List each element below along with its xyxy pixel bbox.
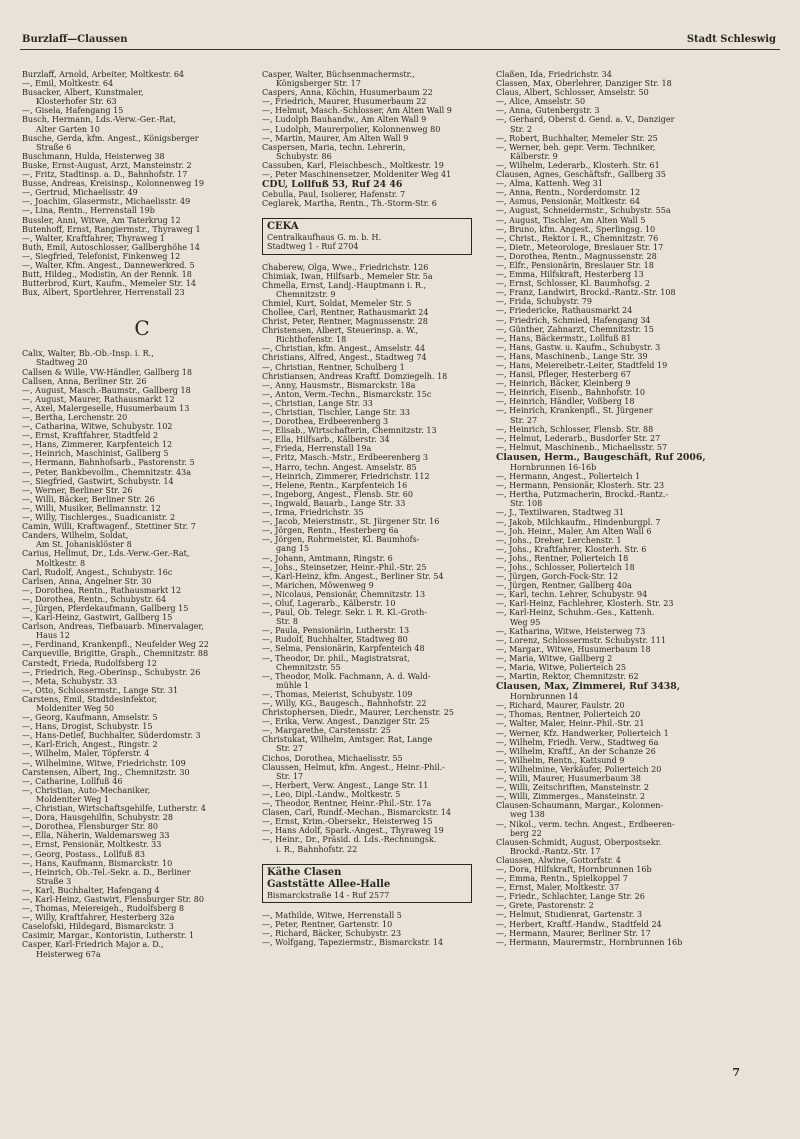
directory-entry: —, Theodor, Dr. phil., Magistratsrat, xyxy=(262,653,410,663)
directory-entry: —, Anny, Hausmstr., Bismarckstr. 18a xyxy=(262,380,416,390)
directory-entry: Calix, Walter, Bb.-Ob.-Insp. i. R., xyxy=(22,349,154,359)
advert-line: Bismarckstraße 14 - Ruf 2577 xyxy=(267,890,390,900)
directory-entry: —, Wilhelmine, Witwe, Friedrichstr. 109 xyxy=(22,758,186,768)
directory-entry: —, Wilhelm, Maler, Töpferstr. 4 xyxy=(22,749,150,759)
directory-entry: Cichos, Dorothea, Michaelisstr. 55 xyxy=(262,753,403,763)
directory-entry: —, Karl, techn. Lehrer, Schubystr. 94 xyxy=(496,590,648,600)
directory-entry: —, Herbert, Verw. Angest., Lange Str. 11 xyxy=(262,780,429,790)
directory-entry: —, Gisela, Hafengang 15 xyxy=(22,106,124,116)
directory-entry: —, Werner, beh. gepr. Verm. Techniker, xyxy=(496,142,656,152)
directory-entry: —, Dorothea, Rentn., Magnussenstr. 28 xyxy=(496,251,657,261)
directory-entry: —, Jacob, Meierstmstr., St. Jürgener Str. 16 xyxy=(262,517,440,527)
directory-entry: —, Wilhelm, Rentn., Kattsund 9 xyxy=(496,755,625,765)
directory-entry: —, Maria, Witwe, Polierteich 25 xyxy=(496,663,626,672)
directory-entry: Busche, Gerda, kfm. Angest., Königsberger xyxy=(22,133,199,143)
directory-entry: —, Willi, Maurer, Husumerbaum 38 xyxy=(496,774,641,784)
directory-entry: Kälberstr. 9 xyxy=(510,151,558,161)
directory-entry: —, Emma, Rentn., Spielkoppel 7 xyxy=(496,874,628,884)
directory-entry: Caselofski, Hildegard, Bismarckstr. 3 xyxy=(22,922,174,932)
directory-entry: —, Frida, Schubystr. 79 xyxy=(496,297,592,307)
directory-entry: —, Thomas, Meierist, Schubystr. 109 xyxy=(262,689,413,699)
directory-entry: —, Heinrich, Maschinist, Gallberg 5 xyxy=(22,449,169,459)
directory-entry: —, Hermann, Bahnhofsarb., Pastorenstr. 5 xyxy=(22,458,195,468)
directory-entry: Str. 27 xyxy=(276,744,304,754)
directory-entry: —, Irma, Friedrichstr. 35 xyxy=(262,508,364,518)
directory-entry: —, Jürgen, Gorch-Fock-Str. 12 xyxy=(496,572,619,582)
directory-entry: —, Heinrich, Krankenpfl., St. Jürgener xyxy=(496,406,653,416)
directory-entry: —, Hans, Bäckermstr., Lollfuß 81 xyxy=(496,333,632,343)
directory-entry: —, Karl-Erich, Angest., Ringstr. 2 xyxy=(22,740,158,750)
directory-entry: —, Jürgen, Rentner, Gallberg 40a xyxy=(496,581,632,591)
directory-entry: —, Bertha, Lerchenstr. 20 xyxy=(22,413,128,422)
directory-entry: Casper, Karl-Friedrich Major a. D., xyxy=(22,940,164,950)
directory-entry: —, Karl-Heinz, Gastwirt, Gallberg 15 xyxy=(22,613,173,623)
directory-entry: Alter Garten 10 xyxy=(36,124,100,134)
directory-entry: —, Hermann, Pensionär, Klosterh. Str. 23 xyxy=(496,481,665,491)
directory-entry: Moldeniter Weg 1 xyxy=(36,794,109,804)
directory-entry: —, Ernst, Krim.-Obersekr., Heisterweg 15 xyxy=(262,817,433,827)
directory-entry: —, Anton, Verm.-Techn., Bismarckstr. 15c xyxy=(262,389,432,399)
directory-entry: mühle 1 xyxy=(276,680,310,690)
directory-entry: Butenhoff, Ernst, Rangiermstr., Thyraweg 1 xyxy=(22,224,201,234)
directory-entry: —, Heinrich, Bäcker, Kleinberg 9 xyxy=(496,379,631,389)
directory-entry: —, Ernst, Pensionär, Moltkestr. 33 xyxy=(22,840,162,850)
directory-entry: —, Fritz, Masch.-Mstr., Erdbeerenberg 3 xyxy=(262,453,429,463)
directory-entry: —, Katharina, Witwe, Heisterweg 73 xyxy=(496,626,646,636)
advert-box xyxy=(262,864,472,903)
directory-entry: —, Helmut, Lederarb., Busdorfer Str. 27 xyxy=(496,433,661,443)
directory-entry: —, Theodor, Molk. Fachmann, A. d. Wald- xyxy=(262,671,431,681)
directory-entry: —, Dora, Hilfskraft, Hornbrunnen 16b xyxy=(496,864,652,874)
directory-entry: —, Friedr., Schlachter, Lange Str. 26 xyxy=(496,892,645,902)
directory-entry: —, Christian, kfm. Angest., Amselstr. 44 xyxy=(262,344,426,354)
directory-entry: —, Hansi, Pfleger, Hesterberg 67 xyxy=(496,370,631,380)
directory-entry: Bux, Albert, Sportlehrer, Herrenstall 23 xyxy=(22,288,185,298)
directory-entry: —, Elfr., Pensionärin, Breslauer Str. 18 xyxy=(496,260,654,270)
directory-entry: —, Meta, Schubystr. 33 xyxy=(22,676,118,686)
directory-entry: Chmiel, Kurt, Soldat, Memeler Str. 5 xyxy=(262,298,412,308)
advert-title: Käthe Clasen xyxy=(267,866,342,878)
advert-title: CEKA xyxy=(267,221,299,233)
directory-entry: gang 15 xyxy=(276,544,310,554)
directory-entry: —, Georg, Postass., Lollfuß 83 xyxy=(22,849,146,859)
page-number: 7 xyxy=(732,1066,740,1079)
directory-entry: —, Richard, Bäcker, Schubystr. 23 xyxy=(262,928,402,938)
directory-entry: —, Willy, Kraftfahrer, Hesterberg 32a xyxy=(22,913,175,923)
directory-entry: —, Martin, Rektor, Chemnitzstr. 62 xyxy=(496,672,639,682)
directory-entry: Cassuben, Karl, Fleischbesch., Moltkestr. 19 xyxy=(262,160,444,170)
directory-entry: Cebulla, Paul, Isolierer, Hafenstr. 7 xyxy=(262,190,406,200)
directory-entry: —, J., Textilwaren, Stadtweg 31 xyxy=(496,508,624,518)
entry-list xyxy=(262,911,494,947)
directory-entry: Busse, Andreas, Kreisinsp., Kolonnenweg 19 xyxy=(22,179,205,189)
directory-entry: —, Margar., Witwe, Husumerbaum 18 xyxy=(496,644,651,654)
directory-entry: Weg 95 xyxy=(510,617,541,627)
directory-entry: —, Jakob, Milchkaufm., Hindenburgpl. 7 xyxy=(496,517,661,527)
directory-entry: —, Fritz, Stadtinsp. a. D., Bahnhofstr. 17 xyxy=(22,170,188,180)
column-3 xyxy=(496,70,784,947)
directory-entry: —, Lorenz, Schlossermstr. Schubystr. 111 xyxy=(496,635,666,645)
directory-entry: —, Friedericke, Rathausmarkt 24 xyxy=(496,306,633,316)
directory-entry: berg 22 xyxy=(510,828,542,838)
directory-entry: —, Emma, Hilfskraft, Hesterberg 13 xyxy=(496,270,644,280)
directory-entry: Chollee, Carl, Rentner, Rathausmarkt 24 xyxy=(262,307,429,317)
directory-entry: —, Ludolph Bauhandw., Am Alten Wall 9 xyxy=(262,115,427,125)
directory-entry: Clasen, Carl, Rundf.-Mechan., Bismarckstr. 14 xyxy=(262,808,452,818)
directory-entry: —, Wilhelm, Lederarb., Klosterh. Str. 61 xyxy=(496,160,660,170)
directory-entry: Butt, Hildeg., Modistin, An der Rennk. 18 xyxy=(22,270,192,280)
directory-entry: —, Franz, Landwirt, Brockd.-Rantz.-Str. 108 xyxy=(496,288,676,298)
directory-entry: Chaberew, Olga, Wwe., Friedrichstr. 126 xyxy=(262,262,429,272)
directory-entry: Carstens, Emil, Stadtdesinfektor, xyxy=(22,694,158,704)
directory-entry: —, Marichen, Möwenweg 9 xyxy=(262,580,374,590)
directory-entry: —, Willi, Musiker, Bellmannstr. 12 xyxy=(22,503,161,513)
directory-entry: Christensen, Albert, Steuerinsp. a. W., xyxy=(262,326,419,336)
directory-entry: —, Heinrich, Zimmerer, Friedrichstr. 112 xyxy=(262,471,430,481)
directory-entry: —, Hermann, Maurer, Berliner Str. 17 xyxy=(496,928,651,938)
directory-entry: Christukat, Wilhelm, Amtsger. Rat, Lange xyxy=(262,735,433,745)
running-header-city: Stadt Schleswig xyxy=(686,34,776,45)
directory-entry: Claussen, Helmut, kfm. Angest., Heinr.-Phil.- xyxy=(262,762,445,772)
directory-entry: Chemnitzstr. 9 xyxy=(276,289,336,299)
directory-entry: —, Christian, Wirtschaftsgehilfe, Lutherstr. 4 xyxy=(22,804,206,814)
directory-entry: —, Hans, Maschinenb., Lange Str. 39 xyxy=(496,351,648,361)
directory-entry: —, August, Maurer, Rathausmarkt 12 xyxy=(22,394,175,404)
directory-entry: Moltkestr. 8 xyxy=(36,558,86,568)
directory-entry: —, Heinrich, Händler, Voßberg 18 xyxy=(496,397,635,407)
directory-entry: Straße 6 xyxy=(36,142,72,152)
directory-entry: Carstensen, Albert, Ing., Chemnitzstr. 30 xyxy=(22,767,190,777)
directory-entry: —, Selma, Pensionärin, Karpfenteich 48 xyxy=(262,644,425,654)
directory-entry: —, Martin, Maurer, Am Alten Wall 9 xyxy=(262,133,409,143)
directory-entry: —, Hans-Detlef, Buchhalter, Süderdomstr. 3 xyxy=(22,731,201,741)
directory-entry: —, Lina, Rentn., Herrenstall 19b xyxy=(22,206,155,216)
directory-entry: Str. 108 xyxy=(510,499,543,509)
directory-entry: —, Karl-Heinz, Schuhm.-Ges., Kattenh. xyxy=(496,608,655,618)
directory-entry: —, Emil, Moltkestr. 64 xyxy=(22,79,114,89)
directory-entry: —, Christian, Tischler, Lange Str. 33 xyxy=(262,408,410,417)
directory-entry: —, Johann, Amtmann, Ringstr. 6 xyxy=(262,553,393,563)
advert-subtitle: Gaststätte Allee-Halle xyxy=(267,878,391,890)
directory-entry: Claus, Albert, Schlosser, Amselstr. 50 xyxy=(496,88,649,98)
directory-entry: —, Joachim, Glasermstr., Michaelisstr. 49 xyxy=(22,197,191,207)
directory-entry: Casper, Walter, Büchsenmachermstr., xyxy=(262,70,415,79)
directory-entry: —, Jörgen, Rentn., Hesterberg 6a xyxy=(262,526,399,536)
directory-entry: —, Wilhelm, Kraftf., An der Schanze 26 xyxy=(496,746,656,756)
entry-list xyxy=(496,70,784,452)
directory-entry: —, Hans, Meiereibetr.-Leiter, Stadtfeld 19 xyxy=(496,361,668,370)
directory-entry: Straße 3 xyxy=(36,876,72,886)
directory-entry: —, August, Schneidermstr., Schubystr. 55a xyxy=(496,206,671,216)
directory-entry: —, Friedrich, Schmied, Hafengang 34 xyxy=(496,315,651,325)
directory-entry: Clausen, Agnes, Geschäftsfr., Gallberg 35 xyxy=(496,170,666,180)
directory-entry: —, Wilhelmine, Verkäufer, Polierteich 20 xyxy=(496,764,662,774)
directory-entry: —, Werner, Berliner Str. 26 xyxy=(22,485,133,495)
directory-entry: Busch, Hermann, Lds.-Verw.-Ger.-Rat, xyxy=(22,115,177,125)
directory-entry: —, Mathilde, Witwe, Herrenstall 5 xyxy=(262,910,402,920)
directory-entry: —, Ernst, Schlosser, Kl. Baumhofsg. 2 xyxy=(496,279,651,289)
directory-entry: —, Grete, Pastorenstr. 2 xyxy=(496,901,594,911)
advert-box xyxy=(262,218,472,254)
directory-entry: —, Anna, Rentn., Norderdomstr. 12 xyxy=(496,188,641,198)
directory-entry: —, Günther, Zahnarzt, Chemnitzstr. 15 xyxy=(496,324,654,334)
directory-entry: —, Christian, Rentner, Schulberg 1 xyxy=(262,362,405,372)
directory-entry: —, Dorothea, Rentn., Rathausmarkt 12 xyxy=(22,585,182,595)
directory-entry: —, Oluf, Lagerarb., Kälberstr. 10 xyxy=(262,598,396,608)
directory-entry: —, Catharine, Lollfuß 46 xyxy=(22,776,123,786)
directory-entry: —, Anna, Gutenbergstr. 3 xyxy=(496,106,600,116)
directory-entry: Busacker, Albert, Kunstmaler, xyxy=(22,88,144,98)
directory-entry: —, Peter, Rentner, Gartenstr. 10 xyxy=(262,919,393,929)
directory-entry: —, Nicolaus, Pensionär, Chemnitzstr. 13 xyxy=(262,589,426,599)
directory-entry: —, Wolfgang, Tapeziermstr., Bismarckstr. 14 xyxy=(262,937,444,947)
directory-entry: —, Willy, KG., Baugesch., Bahnhofstr. 22 xyxy=(262,699,427,708)
directory-entry: —, Friedrich, Maurer, Husumerbaum 22 xyxy=(262,97,427,107)
directory-entry: —, Leo, Dipl.-Landw., Moltkestr. 5 xyxy=(262,789,401,799)
directory-entry: —, Ella, Hilfsarb., Kälberstr. 34 xyxy=(262,435,390,445)
directory-entry: —, Johs., Steinsetzer, Heinr.-Phil.-Str. 25 xyxy=(262,562,427,572)
directory-entry: Buske, Ernst-August, Arzt, Mansteinstr. 2 xyxy=(22,160,192,170)
entry-list xyxy=(262,263,494,854)
directory-entry: i. R., Bahnhofstr. 22 xyxy=(276,844,358,854)
directory-entry: —, Nikol., verm. techn. Angest., Erdbeeren- xyxy=(496,819,675,829)
bold-entry: Clausen, Herm., Baugeschäft, Ruf 2006, xyxy=(496,451,706,463)
directory-entry: —, Ernst, Kraftfahrer, Stadtfeld 2 xyxy=(22,431,159,441)
directory-entry: Christophersen, Diedr., Maurer, Lerchenstr. 25 xyxy=(262,708,454,718)
directory-entry: —, Herbert, Kraftf.-Handw., Stadtfeld 24 xyxy=(496,919,662,929)
directory-entry: —, Johs., Schlosser, Polierteich 18 xyxy=(496,562,635,572)
directory-entry: Christ, Peter, Rentner, Magnussenstr. 28 xyxy=(262,317,428,327)
directory-entry: —, Peter Maschinensetzer, Moldeniter Weg 41 xyxy=(262,170,452,180)
directory-entry: Clausen-Schmidt, August, Oberpostsekr. xyxy=(496,837,662,847)
directory-entry: —, Karl-Heinz, Gastwirt, Flensburger Str. 80 xyxy=(22,894,205,904)
directory-entry: Buth, Emil, Autoschlosser, Gallberghöhe 14 xyxy=(22,242,200,252)
directory-entry: —, Heinrich, Schlosser, Flensb. Str. 88 xyxy=(496,424,654,434)
entry-list xyxy=(262,190,494,208)
directory-entry: Camin, Willi, Kraftwagenf., Stettiner Str. 7 xyxy=(22,522,196,532)
directory-entry: —, Axel, Malergeselle, Husumerbaum 13 xyxy=(22,403,190,413)
directory-entry: —, Werner, Kfz. Handwerker, Polierteich 1 xyxy=(496,728,669,738)
directory-entry: —, Karl, Buchhalter, Hafengang 4 xyxy=(22,885,160,895)
directory-entry: —, Paul, Ob. Telegr. Sekr. i. R. Kl.-Groth- xyxy=(262,608,428,618)
directory-entry: Str. 2 xyxy=(510,124,532,134)
directory-entry: —, Jürgen, Pferdekaufmann, Gallberg 15 xyxy=(22,603,189,613)
directory-entry: Carstedt, Frieda, Rudolfsberg 12 xyxy=(22,658,157,668)
directory-entry: Hornbrunnen 16-16b xyxy=(510,462,597,472)
directory-entry: —, Willi, Zeitschriften, Mansteinstr. 2 xyxy=(496,783,650,793)
directory-entry: —, Gerhard, Oberst d. Gend. a. V., Danziger xyxy=(496,115,675,125)
directory-entry: —, Paula, Pensionärin, Lutherstr. 13 xyxy=(262,626,410,636)
directory-entry: Klosterhofer Str. 63 xyxy=(36,97,117,107)
directory-entry: —, Willy, Tischlerges., Suadicanistr. 2 xyxy=(22,513,176,523)
directory-entry: —, Robert, Buchhalter, Memeler Str. 25 xyxy=(496,133,658,143)
directory-entry: —, Hermann, Angest., Polierteich 1 xyxy=(496,472,641,482)
directory-entry: Str. 17 xyxy=(276,771,304,781)
directory-entry: Richthofenstr. 18 xyxy=(276,335,347,345)
directory-entry: Callsen & Wille, VW-Händler, Gallberg 18 xyxy=(22,367,193,377)
directory-entry: Claßen, Ida, Friedrichstr. 34 xyxy=(496,70,612,79)
column-1 xyxy=(22,70,262,959)
directory-entry: —, Erika, Verw. Angest., Danziger Str. 25 xyxy=(262,717,430,727)
directory-entry: Brockd.-Rantz.-Str. 17 xyxy=(510,846,601,856)
directory-entry: —, Richard, Maurer, Faulstr. 20 xyxy=(496,701,625,711)
directory-entry: Canders, Wilhelm, Soldat, xyxy=(22,531,129,541)
entry-list xyxy=(22,70,262,297)
header-rule xyxy=(20,49,780,50)
column-2 xyxy=(262,70,494,947)
directory-entry: Claussen, Alwine, Gottorfstr. 4 xyxy=(496,855,621,865)
directory-entry: —, Georg, Kaufmann, Amselstr. 5 xyxy=(22,713,158,723)
directory-entry: Bussler, Anni, Witwe, Am Taterkrug 12 xyxy=(22,215,181,225)
directory-entry: Christiansen, Andreas Kraftf. Domziegelh. 18 xyxy=(262,371,448,381)
directory-entry: —, Maria, Witwe, Gallberg 2 xyxy=(496,653,613,663)
bold-entry: CDU, Lollfuß 53, Ruf 24 46 xyxy=(262,179,403,191)
directory-entry: —, Johs., Kraftfahrer, Klosterh. Str. 6 xyxy=(496,544,647,554)
directory-entry: —, Alice, Amselstr. 50 xyxy=(496,97,586,107)
directory-entry: —, Ernst, Maler, Moltkestr. 37 xyxy=(496,883,620,893)
directory-entry: Carlsen, Anna, Angelner Str. 30 xyxy=(22,576,152,586)
directory-entry: —, Rudolf, Buchhalter, Stadtweg 80 xyxy=(262,635,408,645)
directory-entry: —, Hans, Gastw. u. Kaufm., Schubystr. 3 xyxy=(496,342,661,352)
directory-entry: —, Ingwald, Bauarb., Lange Str. 33 xyxy=(262,498,406,508)
directory-entry: Haus 12 xyxy=(36,631,70,641)
directory-entry: —, Peter, Bankbevollm., Chemnitzstr. 43a xyxy=(22,467,192,477)
directory-entry: Chemnitzstr. 55 xyxy=(276,662,341,672)
directory-entry: —, Asmus, Pensionär, Moltkestr. 64 xyxy=(496,197,640,207)
directory-entry: —, Heinr., Dr., Präsid. d. Lds.-Rechnungsk. xyxy=(262,835,437,845)
directory-entry: —, Walter, Kfm. Angest., Dannewerkred. 5 xyxy=(22,260,195,270)
directory-entry: —, Heinrich, Ob.-Tel.-Sekr. a. D., Berliner xyxy=(22,867,191,877)
directory-entry: —, Johs., Dreher, Lerchenstr. 1 xyxy=(496,535,622,545)
directory-entry: —, Willi, Bäcker, Berliner Str. 26 xyxy=(22,494,155,504)
directory-entry: —, Christian, Lange Str. 33 xyxy=(262,398,373,408)
directory-entry: —, Dora, Hausgehilfin, Schubystr. 28 xyxy=(22,813,174,823)
directory-entry: Carl, Rudolf, Angest., Schubystr. 16c xyxy=(22,567,173,577)
directory-entry: Str. 8 xyxy=(276,617,298,627)
directory-entry: —, Walter, Maler, Heinr.-Phil.-Str. 21 xyxy=(496,719,645,729)
directory-entry: —, Siegfried, Gastwirt, Schubystr. 14 xyxy=(22,476,174,486)
directory-entry: Carqueville, Brigitte, Graph., Chemnitzstr. 88 xyxy=(22,649,209,659)
directory-entry: —, August, Masch.-Baumstr., Gallberg 18 xyxy=(22,385,191,395)
directory-entry: —, Hertha, Putzmacherin, Brockd.-Rantz.- xyxy=(496,490,669,500)
directory-entry: Chmella, Ernst, Landj.-Hauptmann i. R., xyxy=(262,280,427,290)
directory-entry: —, Gertrud, Michaelisstr. 49 xyxy=(22,188,138,198)
directory-entry: —, Helmut, Maschinenb., Michaelisstr. 57 xyxy=(496,442,668,452)
directory-entry: —, Dietr., Meteorologe, Breslauer Str. 17 xyxy=(496,242,664,252)
directory-entry: weg 138 xyxy=(510,810,545,820)
directory-entry: —, August, Tischler, Am Alten Wall 5 xyxy=(496,215,646,225)
directory-entry: Moldeniter Weg 50 xyxy=(36,704,115,713)
directory-entry: —, Harro, techn. Angest. Amselstr. 85 xyxy=(262,462,417,472)
directory-entry: —, Ella, Näherin, Waldemarsweg 33 xyxy=(22,831,170,841)
bold-entry: Clausen, Max, Zimmerei, Ruf 3438, xyxy=(496,681,680,693)
directory-entry: Am St. Johanisklöster 8 xyxy=(36,540,132,550)
entry-list xyxy=(262,70,494,179)
directory-entry: —, Alma, Kattenh. Weg 31 xyxy=(496,179,603,189)
entry-list xyxy=(496,692,784,947)
advert-line: Stadtweg 1 - Ruf 2704 xyxy=(267,242,359,252)
directory-entry: Carlson, Andreas, Tiefbauarb. Minervalager, xyxy=(22,622,204,632)
directory-entry: Stadtweg 20 xyxy=(36,358,88,368)
directory-entry: Christians, Alfred, Angest., Stadtweg 74 xyxy=(262,353,427,363)
directory-entry: —, Elisab., Wirtschafterin, Chemnitzstr. 13 xyxy=(262,426,437,436)
running-header-range: Burzlaff—Claussen xyxy=(22,34,128,45)
directory-entry: —, Hans, Drogist, Schubystr. 15 xyxy=(22,722,153,732)
directory-entry: —, Margarethe, Carstensstr. 25 xyxy=(262,726,391,736)
directory-entry: —, Thomas, Rentner, Polierteich 20 xyxy=(496,710,641,720)
directory-entry: Chimiak, Iwan, Hilfsarb., Memeler Str. 5a xyxy=(262,271,433,281)
directory-entry: —, Catharina, Witwe, Schubystr. 102 xyxy=(22,422,173,432)
directory-entry: —, Christian, Auto-Mechaniker, xyxy=(22,785,151,795)
directory-entry: —, Walter, Kraftfahrer, Thyraweg 1 xyxy=(22,233,165,243)
advert-line: Centralkaufhaus G. m. b. H. xyxy=(267,233,382,243)
directory-entry: Heisterweg 67a xyxy=(36,949,101,959)
directory-entry: —, Heinrich, Eisenb., Bahnhofstr. 10 xyxy=(496,388,646,398)
directory-entry: —, Joh. Heinr., Maler, Am Alten Wall 6 xyxy=(496,526,652,536)
directory-entry: —, Helmut, Studienrat, Gartenstr. 3 xyxy=(496,910,643,920)
directory-entry: —, Bruno, kfm. Angest., Sperlingsg. 10 xyxy=(496,224,656,234)
directory-entry: —, Dorothea, Rentn., Schubystr. 64 xyxy=(22,594,167,604)
directory-entry: —, Johs., Rentner, Polierteich 18 xyxy=(496,553,629,563)
entry-list xyxy=(22,349,262,958)
directory-entry: —, Friedrich, Reg.-Oberinsp., Schubystr. 26 xyxy=(22,667,201,677)
directory-entry: —, Karl-Heinz, kfm. Angest., Berliner Str. 54 xyxy=(262,571,444,581)
directory-entry: —, Thomas, Meiereigeh., Rudolfsberg 8 xyxy=(22,904,185,914)
directory-entry: —, Christ., Rektor i. R., Chemnitzstr. 76 xyxy=(496,233,659,243)
section-letter: C xyxy=(134,316,150,341)
directory-entry: —, Helmut, Masch.-Schlosser, Am Alten Wall 9 xyxy=(262,106,452,116)
directory-entry: —, Hans, Zimmerer, Karpfenteich 12 xyxy=(22,440,173,450)
directory-entry: —, Jörgen, Rohrmeister, Kl. Baumhofs- xyxy=(262,535,420,545)
directory-entry: —, Dorothea, Flensburger Str. 80 xyxy=(22,822,159,832)
directory-entry: Casimir, Margar., Kontoristin, Lutherstr. 1 xyxy=(22,931,195,941)
directory-entry: —, Otto, Schlossermstr., Lange Str. 31 xyxy=(22,685,179,695)
directory-entry: —, Hans, Kaufmann, Bismarckstr. 10 xyxy=(22,858,173,868)
directory-entry: —, Helene, Rentn., Karpfenteich 16 xyxy=(262,480,408,490)
directory-entry: Carius, Hellmut, Dr., Lds.-Verw.-Ger.-Rat, xyxy=(22,549,190,559)
directory-entry: —, Hans Adolf, Spark.-Angest., Thyraweg 19 xyxy=(262,826,444,836)
directory-entry: Str. 27 xyxy=(510,415,538,425)
directory-entry: Schubystr. 86 xyxy=(276,151,332,161)
directory-entry: Königsberger Str. 17 xyxy=(276,79,361,89)
directory-entry: Clausen-Schaumann, Margar., Kolonnen- xyxy=(496,801,664,811)
directory-entry: —, Ferdinand, Krankenpfl., Neufelder Weg 22 xyxy=(22,640,209,650)
directory-entry: —, Karl-Heinz, Fachlehrer, Klosterh. Str. 23 xyxy=(496,599,674,609)
directory-entry: —, Theodor, Rentner, Heinr.-Phil.-Str. 17a xyxy=(262,799,432,809)
directory-entry: Hornbrunnen 14 xyxy=(510,692,579,702)
directory-entry: —, Wilhelm, Friedh. Verw., Stadtweg 6a xyxy=(496,737,659,747)
directory-entry: Butterbrod, Kurt, Kaufm., Memeler Str. 14 xyxy=(22,279,196,289)
directory-entry: Caspersen, Maria, techn. Lehrerin, xyxy=(262,142,406,152)
directory-entry: —, Willi, Zimmerges., Mansteinstr. 2 xyxy=(496,792,646,802)
directory-entry: —, Ingeborg, Angest., Flensb. Str. 60 xyxy=(262,489,414,499)
directory-entry: —, Siegfried, Telefonist, Finkenweg 12 xyxy=(22,251,181,261)
directory-entry: Burzlaff, Arnold, Arbeiter, Moltkestr. 64 xyxy=(22,70,185,79)
directory-entry: —, Hermann, Maurermstr., Hornbrunnen 16b xyxy=(496,937,683,947)
directory-entry: Callsen, Anna, Berliner Str. 26 xyxy=(22,376,147,386)
directory-entry: Ceglarek, Martha, Rentn., Th.-Storm-Str. 6 xyxy=(262,199,437,209)
directory-entry: Caspers, Anna, Köchin, Husumerbaum 22 xyxy=(262,88,433,98)
directory-entry: —, Frieda, Herrenstall 19a xyxy=(262,444,372,454)
entry-list xyxy=(496,463,784,681)
directory-entry: —, Ludolph, Maurerpolier, Kolonnenweg 80 xyxy=(262,124,441,134)
directory-entry: Classen, Max, Oberlehrer, Danziger Str. 18 xyxy=(496,79,672,89)
directory-entry: —, Dorothea, Erdbeerenberg 3 xyxy=(262,417,389,427)
directory-entry: Buschmann, Hulda, Heisterweg 38 xyxy=(22,151,165,161)
